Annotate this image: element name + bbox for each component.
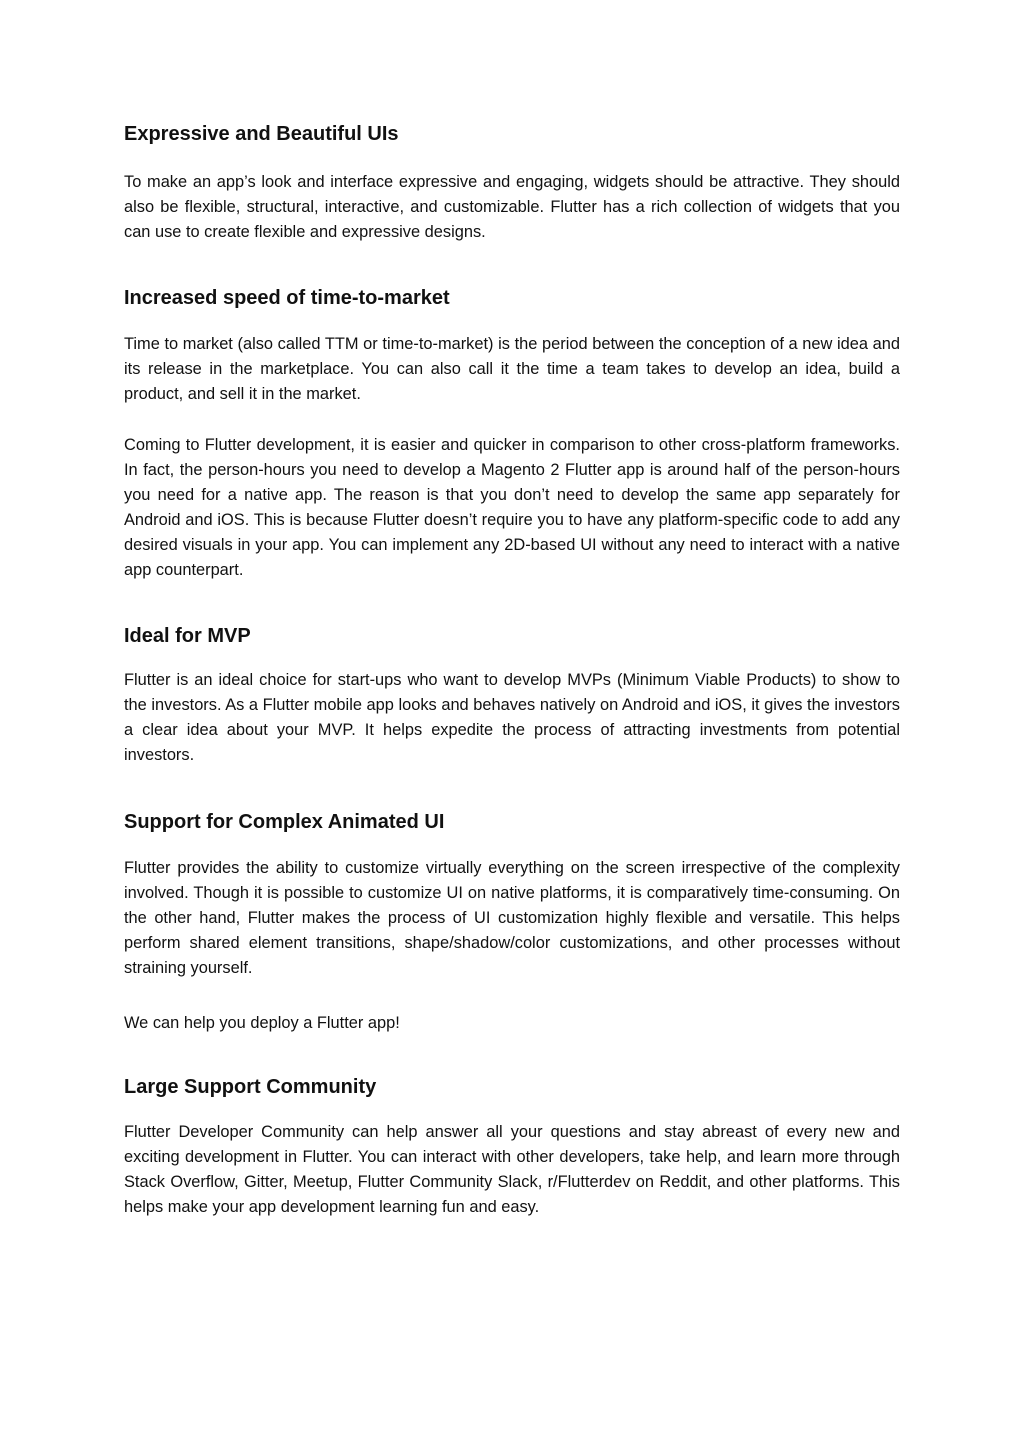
- paragraph-complex-animated-ui: Flutter provides the ability to customize virtually everything on the screen irrespective of the complexity involved. Though it is possible to customize UI on native platforms, it is comparatively time-consuming. On the other hand, Flutter makes the process of UI customization highly flexible and versatile. This helps perform shared element transitions, shape/shadow/color customizations, and other processes without straining yourself.: [124, 859, 900, 977]
- section-heading-support-community: Large Support Community: [124, 1076, 377, 1098]
- section-heading-expressive-uis: Expressive and Beautiful UIs: [124, 123, 399, 145]
- paragraph-expressive-uis: To make an app’s look and interface expressive and engaging, widgets should be attractive. They should also be flexible, structural, interactive, and customizable. Flutter has a rich collection of widgets that you can use to create flexible and expressive designs.: [124, 173, 900, 241]
- section-heading-time-to-market: Increased speed of time-to-market: [124, 287, 450, 309]
- paragraph-support-community: Flutter Developer Community can help answer all your questions and stay abreast of every new and exciting development in Flutter. You can interact with other developers, take help, and learn more through Stack Overflow, Gitter, Meetup, Flutter Community Slack, r/Flutterdev on Reddit, and other platforms. This helps make your app development learning fun and easy.: [124, 1123, 900, 1216]
- section-heading-ideal-for-mvp: Ideal for MVP: [124, 625, 251, 647]
- paragraph-flutter-development-speed: Coming to Flutter development, it is easier and quicker in comparison to other cross-platform frameworks. In fact, the person-hours you need to develop a Magento 2 Flutter app is around half of the person-hours you need for a native app. The reason is that you don’t need to develop the same app separately for Android and iOS. This is because Flutter doesn’t require you to have any platform-specific code to add any desired visuals in your app. You can implement any 2D-based UI without any need to interact with a native app counterpart.: [124, 436, 900, 579]
- paragraph-time-to-market-definition: Time to market (also called TTM or time-to-market) is the period between the conception of a new idea and its release in the marketplace. You can also call it the time a team takes to develop an idea, build a product, and sell it in the market.: [124, 335, 900, 403]
- paragraph-ideal-for-mvp: Flutter is an ideal choice for start-ups who want to develop MVPs (Minimum Viable Products) to show to the investors. As a Flutter mobile app looks and behaves natively on Android and iOS, it gives the investors a clear idea about your MVP. It helps expedite the process of attracting investments from potential investors.: [124, 671, 900, 764]
- paragraph-deploy-flutter-app: We can help you deploy a Flutter app!: [124, 1014, 400, 1032]
- section-heading-complex-animated-ui: Support for Complex Animated UI: [124, 811, 445, 833]
